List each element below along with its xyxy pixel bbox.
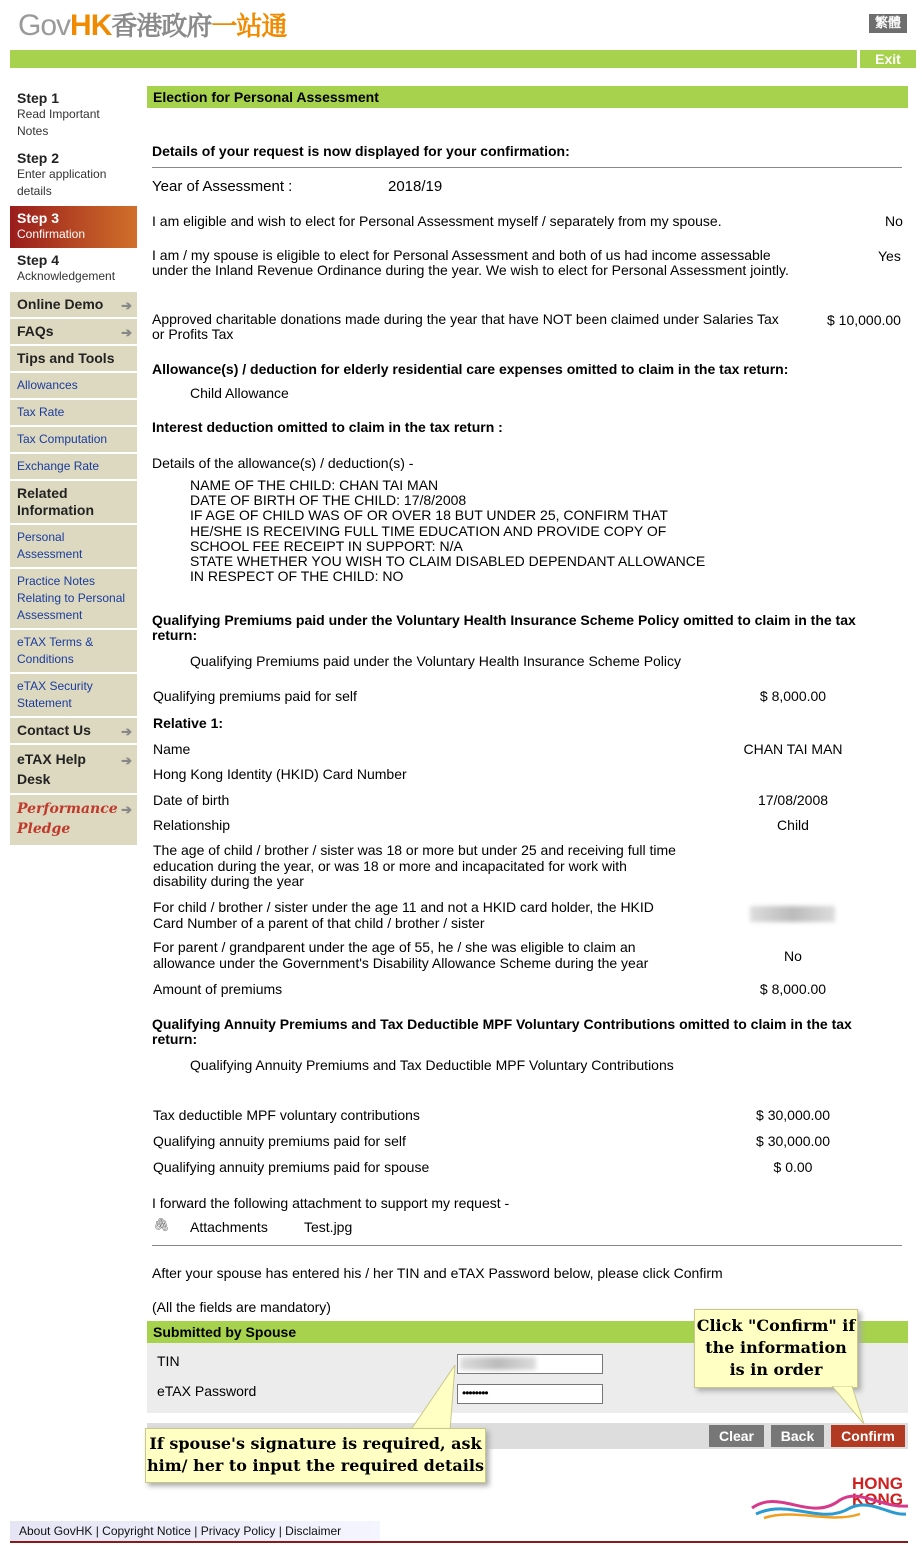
paperclip-icon: 🖇 [153, 1217, 170, 1232]
detail-line: IF AGE OF CHILD WAS OF OR OVER 18 BUT UNDER 25, CONFIRM THAT [190, 507, 668, 524]
sidebar [10, 88, 137, 847]
allowance-heading: Allowance(s) / deduction for elderly residential care expenses omitted to claim in the tax return: [152, 361, 789, 377]
annuity-spouse-value: $ 0.00 [773, 1159, 813, 1175]
detail-line: STATE WHETHER YOU WISH TO CLAIM DISABLED DEPENDANT ALLOWANCE [190, 553, 706, 570]
brand-ribbon-icon [750, 1488, 910, 1526]
footer-divider [10, 1541, 908, 1543]
parent-value: No [784, 948, 802, 964]
spouse-instruction: After your spouse has entered his / her TIN and eTAX Password below, please click Confirm [152, 1265, 723, 1281]
nav-label: Related Information [17, 485, 94, 518]
nav-faqs[interactable] [10, 319, 137, 346]
footer-links: About GovHK | Copyright Notice | Privacy Policy | Disclaimer [10, 1521, 380, 1541]
submitted-by-bar: Submitted by Spouse [147, 1321, 908, 1343]
step-desc: Enter application details [17, 167, 107, 198]
arrow-right-icon: ➔ [121, 753, 132, 768]
hk-logo-line: KONG [852, 1490, 903, 1509]
pledge-logo: Performance Pledge [17, 801, 118, 837]
attachments-label: Attachments [190, 1219, 268, 1235]
password-label: eTAX Password [157, 1383, 257, 1399]
relationship-label: Relationship [153, 817, 231, 833]
mpf-label: Tax deductible MPF voluntary contributions [153, 1107, 420, 1123]
nav-help-desk[interactable] [10, 745, 137, 795]
annuity-self-label: Qualifying annuity premiums paid for self [153, 1133, 406, 1149]
vhis-heading: Qualifying Premiums paid under the Voluntary Health Insurance Scheme Policy omitted to claim in the tax return: [152, 612, 856, 643]
divider [152, 167, 902, 168]
divider [152, 1245, 902, 1246]
nav-etax-security[interactable]: eTAX Security Statement [10, 674, 137, 718]
nav-label: Tips and Tools [17, 350, 115, 366]
amount-label: Amount of premiums [153, 981, 283, 997]
step-title: Step 4 [17, 252, 60, 268]
attach-intro: I forward the following attachment to support my request - [152, 1195, 510, 1211]
step-4 [10, 250, 137, 292]
nav-related-heading [10, 481, 137, 525]
nav-label: FAQs [17, 323, 54, 339]
footer-link-privacy[interactable]: Privacy Policy [200, 1524, 276, 1538]
language-toggle[interactable]: 繁體 [869, 14, 907, 33]
confirm-button[interactable]: Confirm [831, 1425, 905, 1447]
allowance-item: Child Allowance [190, 385, 289, 401]
self-premium-label: Qualifying premiums paid for self [153, 688, 357, 704]
name-value: CHAN TAI MAN [743, 741, 843, 757]
mandatory-note: (All the fields are mandatory) [152, 1299, 331, 1315]
confirm-heading: Details of your request is now displayed for your confirmation: [152, 143, 570, 159]
relationship-value: Child [777, 817, 809, 833]
top-bar [10, 50, 857, 68]
nav-performance-pledge[interactable] [10, 795, 137, 847]
annuity-self-value: $ 30,000.00 [756, 1133, 830, 1149]
nav-label: Contact Us [17, 722, 91, 738]
detail-line: DATE OF BIRTH OF THE CHILD: 17/8/2008 [190, 492, 467, 509]
q3-label: Approved charitable donations made during the year that have NOT been claimed under Salaries Tax or Profits Tax [152, 311, 779, 342]
logo-zh2-text: 一站通 [211, 11, 287, 41]
nav-label: eTAX Help Desk [17, 751, 86, 787]
clear-button[interactable]: Clear [709, 1425, 764, 1447]
step-1 [10, 88, 137, 148]
details-label: Details of the allowance(s) / deduction(s) - [152, 455, 414, 471]
q2-label: I am / my spouse is eligible to elect for Personal Assessment and both of us had income assessable under the Inland Revenue Ordinance during the year. We wish to elect for Personal Assessment jointly. [152, 247, 789, 278]
hk-logo-line: HONG [852, 1474, 903, 1493]
logo-gov-text: Gov [18, 9, 71, 42]
step-desc: Confirmation [17, 227, 86, 241]
callout-pointer [370, 1365, 470, 1431]
q2-value: Yes [878, 248, 901, 264]
name-label: Name [153, 741, 191, 757]
callout-pointer [830, 1386, 870, 1426]
step-3-active [10, 206, 137, 248]
arrow-right-icon: ➔ [121, 325, 132, 340]
hkid-label: Hong Kong Identity (HKID) Card Number [153, 766, 407, 782]
amount-value: $ 8,000.00 [759, 981, 827, 997]
nav-etax-terms[interactable]: eTAX Terms & Conditions [10, 630, 137, 674]
nav-contact-us[interactable] [10, 718, 137, 745]
annuity-heading: Qualifying Annuity Premiums and Tax Deductible MPF Voluntary Contributions omitted to claim in the tax return: [152, 1016, 852, 1047]
step-title: Step 3 [17, 210, 60, 226]
year-value: 2018/19 [388, 178, 443, 195]
nav-tax-computation[interactable]: Tax Computation [10, 427, 137, 454]
tin-input[interactable] [457, 1354, 603, 1374]
q1-value: No [885, 213, 903, 229]
detail-line: NAME OF THE CHILD: CHAN TAI MAN [190, 477, 439, 493]
year-label: Year of Assessment : [152, 178, 293, 195]
govhk-logo[interactable] [18, 6, 286, 43]
self-premium-value: $ 8,000.00 [759, 688, 827, 704]
footer-link-about[interactable]: About GovHK [19, 1524, 93, 1538]
step-desc: Acknowledgement [17, 269, 116, 283]
annuity-spouse-label: Qualifying annuity premiums paid for spouse [153, 1159, 430, 1175]
child11-label: For child / brother / sister under the age 11 and not a HKID card holder, the HKID Card Number of a parent of that child / brother / sister [153, 899, 654, 931]
logo-hk-text: HK [70, 9, 112, 42]
annuity-item: Qualifying Annuity Premiums and Tax Deductible MPF Voluntary Contributions [190, 1057, 674, 1073]
nav-personal-assessment[interactable]: Personal Assessment [10, 525, 137, 569]
step-desc: Read Important Notes [17, 107, 100, 138]
nav-tax-rate[interactable]: Tax Rate [10, 400, 137, 427]
attachment-file-link[interactable]: Test.jpg [304, 1219, 353, 1235]
exit-button[interactable]: Exit [860, 50, 916, 68]
detail-line: SCHOOL FEE RECEIPT IN SUPPORT: N/A [190, 537, 463, 554]
step-title: Step 1 [17, 90, 60, 106]
dob-label: Date of birth [153, 792, 230, 808]
q3-value: $ 10,000.00 [827, 312, 901, 328]
step-2 [10, 148, 137, 206]
footer-link-copyright[interactable]: Copyright Notice [102, 1524, 191, 1538]
arrow-right-icon: ➔ [121, 724, 132, 739]
password-input[interactable]: •••••••• [457, 1384, 603, 1404]
parent-label: For parent / grandparent under the age of 55, he / she was eligible to claim an allowance under the Government's Disability Allowance Scheme during the year [153, 939, 649, 971]
redacted-tin [460, 1357, 536, 1370]
arrow-right-icon: ➔ [121, 298, 132, 313]
age-label: The age of child / brother / sister was 18 or more but under 25 and receiving full time education during the year, or was 18 or more and incapacitated for work with disability during the year [153, 842, 676, 889]
page-title: Election for Personal Assessment [147, 86, 908, 108]
spouse-callout: If spouse's signature is required, ask him/ her to input the required details [145, 1428, 486, 1483]
footer-link-disclaimer[interactable]: Disclaimer [285, 1524, 342, 1538]
dob-value: 17/08/2008 [757, 792, 829, 808]
detail-line: HE/SHE IS RECEIVING FULL TIME EDUCATION AND PROVIDE COPY OF [190, 522, 667, 539]
back-button[interactable]: Back [771, 1425, 824, 1447]
tin-label: TIN [157, 1353, 180, 1369]
vhis-item: Qualifying Premiums paid under the Voluntary Health Insurance Scheme Policy [190, 653, 682, 669]
detail-line: IN RESPECT OF THE CHILD: NO [190, 568, 404, 585]
q1-label: I am eligible and wish to elect for Personal Assessment myself / separately from my spouse. [152, 213, 722, 229]
step-title: Step 2 [17, 150, 60, 166]
mpf-value: $ 30,000.00 [756, 1107, 830, 1123]
interest-heading: Interest deduction omitted to claim in the tax return : [152, 419, 503, 435]
redacted-hkid [750, 906, 835, 922]
nav-online-demo[interactable] [10, 292, 137, 319]
nav-tips-heading [10, 346, 137, 373]
relative-heading: Relative 1: [153, 715, 224, 731]
confirm-callout: Click "Confirm" if the information is in order [694, 1309, 858, 1388]
arrow-right-icon: ➔ [121, 803, 132, 818]
nav-label: Online Demo [17, 296, 104, 312]
details-block [190, 478, 705, 584]
nav-exchange-rate[interactable]: Exchange Rate [10, 454, 137, 481]
logo-zh-text: 香港政府 [111, 11, 212, 41]
nav-practice-notes[interactable]: Practice Notes Relating to Personal Assessment [10, 569, 137, 630]
nav-allowances[interactable]: Allowances [10, 373, 137, 400]
